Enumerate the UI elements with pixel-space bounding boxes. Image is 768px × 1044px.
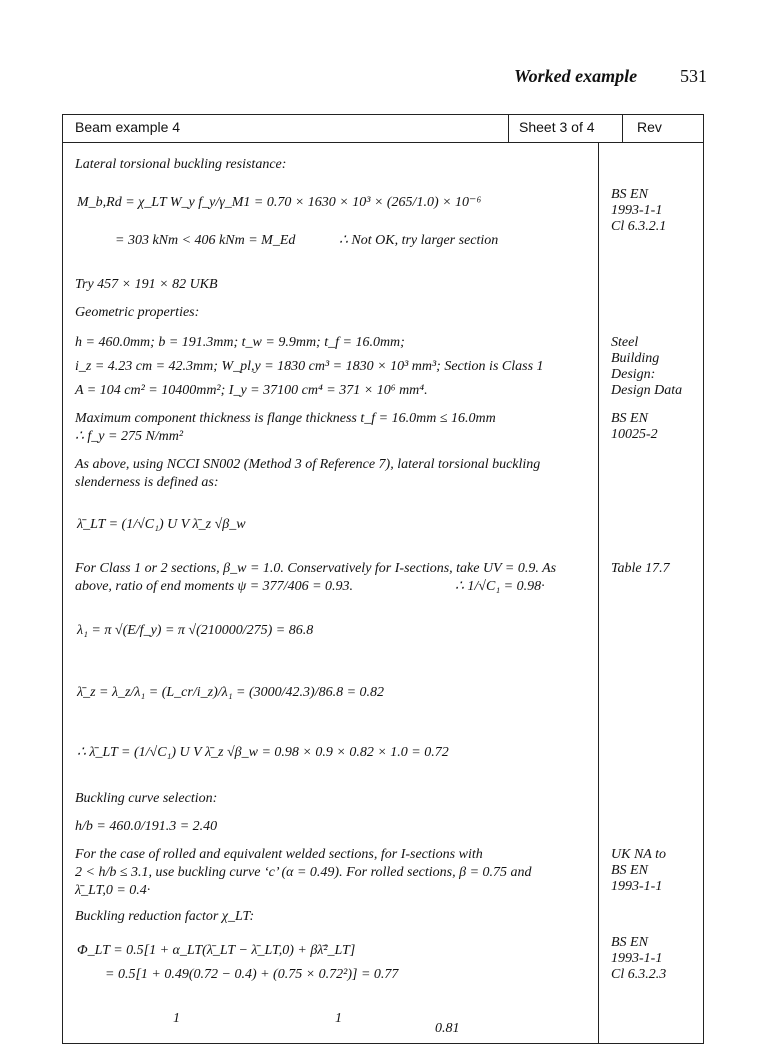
reduction-heading: Buckling reduction factor χ_LT: (75, 909, 255, 924)
chi-fragment-1: 1 (173, 1011, 180, 1026)
h-over-b: h/b = 460.0/191.3 = 2.40 (75, 819, 218, 834)
phi-equation-1: Φ_LT = 0.5[1 + α_LT(λ̄_LT − λ̄_LT,0) + βλ̄²_LT] (77, 943, 356, 958)
calculation-sheet (62, 114, 704, 1044)
lambda-lt-equation: ∴ λ̄_LT = (1/√C₁) U V λ̄_z √β_w = 0.98 × 0.9 × 0.82 × 1.0 = 0.72 (77, 745, 449, 760)
lambda-z-equation: λ̄_z = λ_z/λ₁ = (L_cr/i_z)/λ₁ = (3000/42.3)/86.8 = 0.82 (77, 685, 385, 700)
reference-column-divider (598, 142, 599, 1043)
class-line-3: ∴ 1/√C₁ = 0.98· (455, 579, 545, 594)
geometric-line-3: A = 104 cm² = 10400mm²; I_y = 37100 cm⁴ = 371 × 10⁶ mm⁴. (75, 383, 428, 398)
phi-equation-2: = 0.5[1 + 0.49(0.72 − 0.4) + (0.75 × 0.72²)] = 0.77 (105, 967, 399, 982)
ncci-line-2: slenderness is defined as: (75, 475, 219, 490)
ref-uk-na: UK NA to BS EN 1993-1-1 (611, 847, 666, 894)
geometric-heading: Geometric properties: (75, 305, 200, 320)
chi-fragment-3: 0.81 (435, 1021, 460, 1036)
sheet-header-row (63, 115, 703, 143)
sheet-revision: Rev (637, 119, 662, 135)
mb-conclusion: ∴ Not OK, try larger section (339, 233, 499, 248)
geometric-line-2: i_z = 4.23 cm = 42.3mm; W_pl,y = 1830 cm³ = 1830 × 10³ mm³; Section is Class 1 (75, 359, 544, 374)
running-header-title: Worked example (514, 66, 638, 86)
rolled-line-2: 2 < h/b ≤ 3.1, use buckling curve ‘c’ (α = 0.49). For rolled sections, β = 0.75 and (75, 865, 532, 880)
class-line-1: For Class 1 or 2 sections, β_w = 1.0. Conservatively for I-sections, take UV = 0.9. As (75, 561, 557, 576)
thickness-line-1: Maximum component thickness is flange thickness t_f = 16.0mm ≤ 16.0mm (75, 411, 496, 426)
curve-heading: Buckling curve selection: (75, 791, 218, 806)
try-section: Try 457 × 191 × 82 UKB (75, 277, 218, 292)
page-number: 531 (680, 66, 707, 86)
chi-fragment-2: 1 (335, 1011, 342, 1026)
ref-steel-building-design: Steel Building Design: Design Data (611, 335, 683, 398)
ref-bs-en-10025: BS EN 10025-2 (611, 411, 658, 442)
rolled-line-3: λ̄_LT,0 = 0.4· (75, 883, 151, 898)
sheet-number: Sheet 3 of 4 (509, 115, 623, 142)
sheet-title: Beam example 4 (63, 115, 509, 142)
class-line-2: above, ratio of end moments ψ = 377/406 = 0.93. (75, 579, 354, 594)
ltb-heading: Lateral torsional buckling resistance: (75, 157, 287, 172)
ncci-line-1: As above, using NCCI SN002 (Method 3 of Reference 7), lateral torsional buckling (75, 457, 541, 472)
mb-result: = 303 kNm < 406 kNm = M_Ed (115, 233, 296, 248)
mb-expression: M_b,Rd = χ_LT W_y f_y/γ_M1 = 0.70 × 1630 × 10³ × (265/1.0) × 10⁻⁶ (77, 195, 482, 210)
ref-bs-en-1993-cl-6323: BS EN 1993-1-1 Cl 6.3.2.3 (611, 935, 667, 982)
geometric-line-1: h = 460.0mm; b = 191.3mm; t_w = 9.9mm; t_f = 16.0mm; (75, 335, 405, 350)
lambda-lt-definition: λ̄_LT = (1/√C₁) U V λ̄_z √β_w (77, 517, 246, 532)
ref-table-17-7: Table 17.7 (611, 561, 670, 576)
rolled-line-1: For the case of rolled and equivalent welded sections, for I-sections with (75, 847, 483, 862)
thickness-line-2: ∴ f_y = 275 N/mm² (75, 429, 184, 444)
ref-bs-en-1993-cl-6321: BS EN 1993-1-1 Cl 6.3.2.1 (611, 187, 667, 234)
lambda-1-equation: λ₁ = π √(E/f_y) = π √(210000/275) = 86.8 (77, 623, 314, 638)
